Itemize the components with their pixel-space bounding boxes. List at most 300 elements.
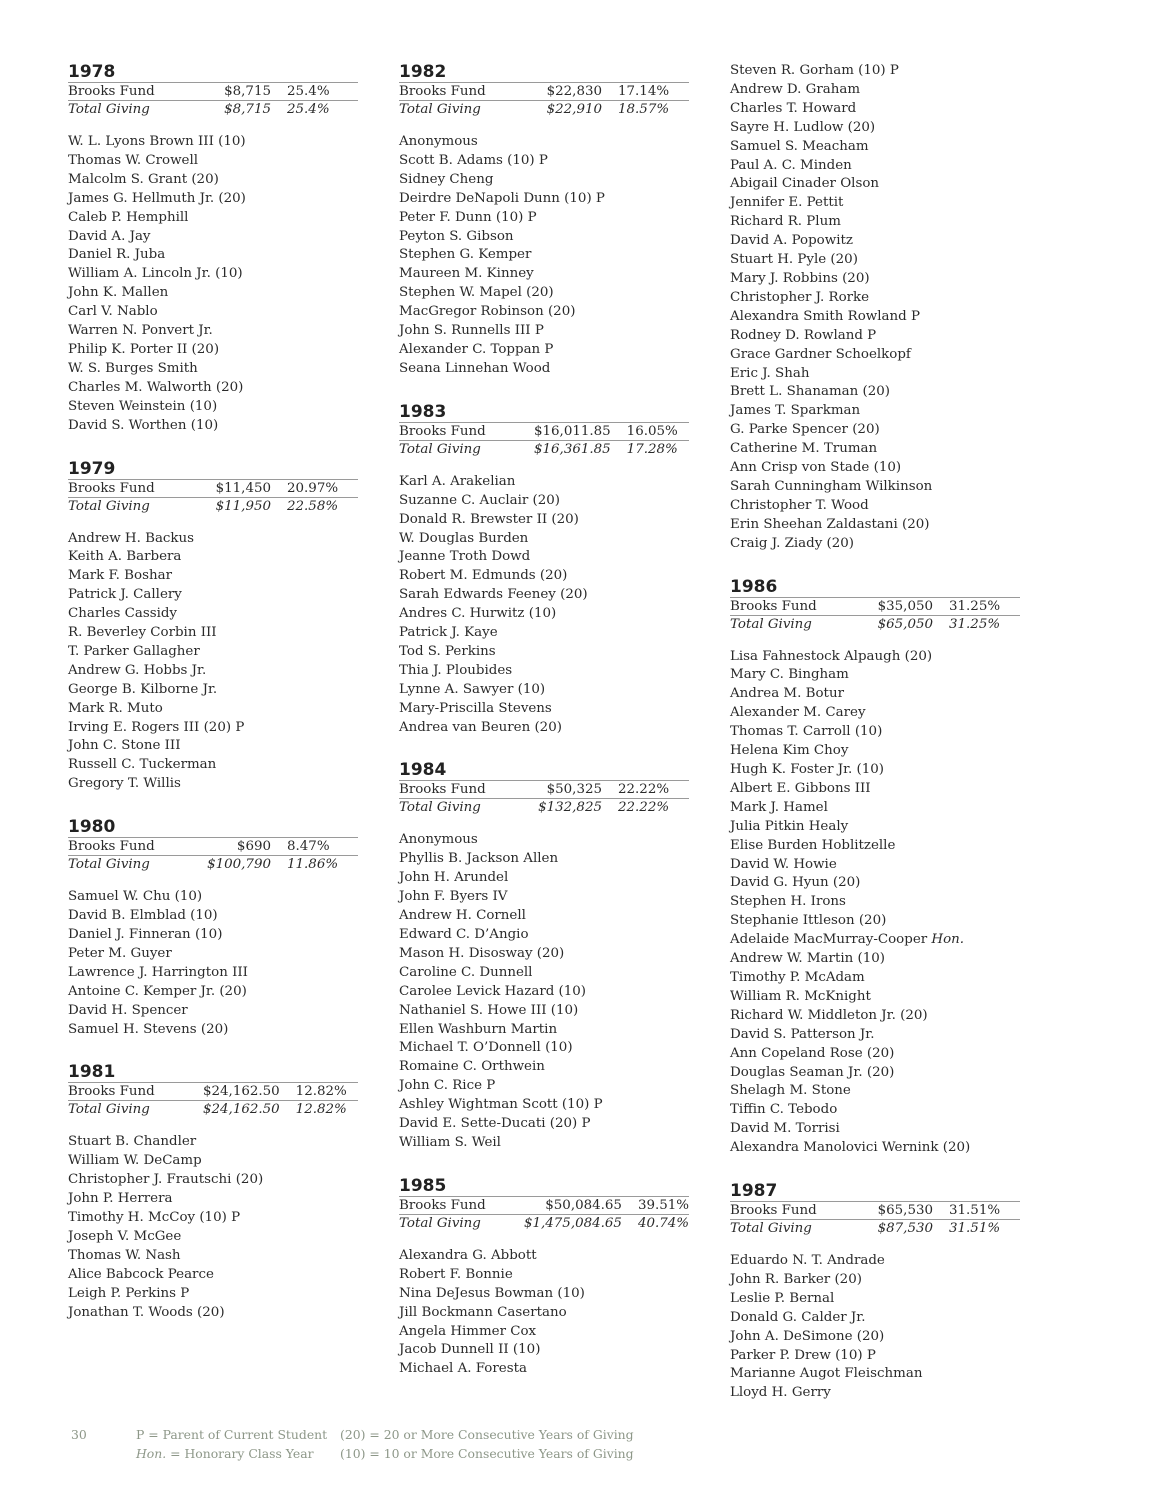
donor-name: Andrew W. Martin (10): [730, 951, 885, 967]
donor-name: Craig J. Ziady (20): [730, 535, 855, 551]
total-giving-label: Total Giving: [399, 101, 534, 119]
brooks-fund-label: Brooks Fund: [730, 1202, 865, 1220]
brooks-fund-row: [730, 1202, 1020, 1220]
total-giving-percent: 22.22%: [618, 799, 689, 817]
class-year-heading: 1982: [399, 62, 447, 82]
giving-summary-table: [68, 837, 358, 873]
donor-name: Patrick J. Callery: [68, 587, 182, 603]
brooks-fund-row: [399, 83, 689, 101]
giving-summary-table: [399, 1196, 689, 1232]
donor-name: G. Parke Spencer (20): [730, 422, 880, 438]
legend-honorary: [136, 1446, 314, 1461]
class-section-1983: [399, 402, 691, 738]
donor-name: Mary C. Bingham: [730, 667, 849, 683]
donor-name: Lisa Fahnestock Alpaugh (20): [730, 648, 933, 664]
donor-name: Anonymous: [399, 134, 478, 149]
brooks-fund-percent: 31.25%: [949, 597, 1020, 615]
donor-name: Douglas Seaman Jr. (20): [730, 1064, 895, 1080]
total-giving-row: [730, 615, 1020, 633]
section-gap: [399, 1153, 691, 1176]
donor-name: David A. Popowitz: [730, 233, 853, 249]
total-giving-percent: 18.57%: [618, 101, 689, 119]
donor-name: Patrick J. Kaye: [399, 625, 498, 641]
brooks-fund-amount: $11,450: [203, 479, 287, 497]
class-section-1985: [399, 1176, 691, 1379]
donor-name: David B. Elmblad (10): [68, 908, 218, 924]
class-year-heading: 1986: [730, 576, 778, 597]
total-giving-row: [399, 440, 689, 458]
brooks-fund-label: Brooks Fund: [68, 479, 203, 497]
donor-list-continued: [730, 62, 1022, 554]
donor-name: Leigh P. Perkins P: [68, 1285, 190, 1301]
total-giving-amount: $132,825: [534, 799, 618, 817]
donor-name: Maureen M. Kinney: [399, 266, 534, 282]
donor-name: Christopher T. Wood: [730, 497, 869, 513]
donor-name: Ann Copeland Rose (20): [730, 1045, 895, 1061]
donor-name: Samuel S. Meacham: [730, 138, 869, 154]
donor-name: William R. McKnight: [730, 988, 871, 1004]
brooks-fund-label: Brooks Fund: [730, 597, 865, 615]
giving-summary-table: [730, 597, 1020, 633]
donor-name: Robert F. Bonnie: [399, 1266, 513, 1282]
donor-name: W. L. Lyons Brown III (10): [68, 134, 246, 149]
total-giving-amount: $1,475,084.65: [524, 1214, 638, 1232]
section-gap: [399, 737, 691, 760]
donor-name: William S. Weil: [399, 1134, 501, 1150]
donor-name: Christopher J. Frautschi (20): [68, 1172, 264, 1188]
brooks-fund-percent: 22.22%: [618, 781, 689, 799]
donor-name: Gregory T. Willis: [68, 776, 181, 792]
total-giving-row: [399, 1214, 689, 1232]
donor-name: W. Douglas Burden: [399, 530, 529, 546]
brooks-fund-percent: 16.05%: [627, 422, 689, 440]
brooks-fund-amount: $50,084.65: [524, 1196, 638, 1214]
donor-name: W. S. Burges Smith: [68, 360, 198, 376]
donor-list: [68, 133, 360, 436]
total-giving-percent: 11.86%: [287, 856, 358, 874]
donor-name: Carl V. Nablo: [68, 304, 158, 320]
donor-list: [399, 473, 691, 738]
class-year-heading: 1980: [68, 817, 116, 838]
donor-name: Timothy P. McAdam: [730, 969, 865, 985]
class-section-1984: [399, 760, 691, 1152]
donor-name: Sarah Cunningham Wilkinson: [730, 478, 933, 494]
total-giving-row: [68, 497, 358, 515]
donor-name: John S. Runnells III P: [399, 323, 544, 339]
total-giving-amount: $22,910: [534, 101, 618, 119]
total-giving-label: Total Giving: [68, 856, 203, 874]
donor-name: Alexander M. Carey: [730, 705, 866, 721]
total-giving-label: Total Giving: [399, 1214, 524, 1232]
donor-name: Ellen Washburn Martin: [399, 1021, 558, 1037]
total-giving-row: [68, 1101, 358, 1119]
donor-name: Charles M. Walworth (20): [68, 379, 244, 395]
donor-name: David H. Spencer: [68, 1002, 188, 1018]
donor-name: Caleb P. Hemphill: [68, 209, 189, 225]
total-giving-amount: $24,162.50: [203, 1101, 296, 1119]
class-section-1987: [730, 1181, 1022, 1403]
donor-name: Thomas W. Nash: [68, 1247, 181, 1263]
donor-name: Lawrence J. Harrington III: [68, 964, 248, 980]
section-gap: [68, 436, 360, 459]
donor-name: David S. Worthen (10): [68, 417, 219, 433]
donor-name: Daniel J. Finneran (10): [68, 927, 223, 942]
total-giving-row: [68, 101, 358, 119]
column-2: [399, 62, 691, 1379]
donor-name: Shelagh M. Stone: [730, 1083, 851, 1099]
class-section-1982: [399, 62, 691, 379]
donor-name: Robert M. Edmunds (20): [399, 568, 568, 584]
brooks-fund-row: [68, 838, 358, 856]
donor-name: William W. DeCamp: [68, 1153, 202, 1169]
donor-name: Scott B. Adams (10) P: [399, 152, 548, 168]
donor-name: Lloyd H. Gerry: [730, 1385, 831, 1401]
page-number: 30: [71, 1427, 87, 1442]
donor-name: Suzanne C. Auclair (20): [399, 492, 561, 508]
brooks-fund-percent: 12.82%: [296, 1083, 358, 1101]
donor-name: Steven R. Gorham (10) P: [730, 63, 899, 78]
brooks-fund-percent: 39.51%: [637, 1197, 689, 1213]
donor-name: Alexandra Smith Rowland P: [730, 308, 920, 324]
class-section-1981: [68, 1062, 360, 1322]
giving-summary-table: [399, 422, 689, 458]
total-giving-percent: 31.25%: [949, 615, 1020, 633]
donor-name: Philip K. Porter II (20): [68, 341, 220, 357]
total-giving-row: [399, 101, 689, 119]
brooks-fund-label: Brooks Fund: [399, 781, 534, 799]
donor-name: Jacob Dunnell II (10): [399, 1342, 541, 1358]
brooks-fund-label: Brooks Fund: [399, 422, 534, 440]
donor-name: Jill Bockmann Casertano: [399, 1304, 567, 1320]
total-giving-label: Total Giving: [730, 615, 865, 633]
donor-name: Stephen H. Irons: [730, 894, 846, 910]
donor-name: Charles T. Howard: [730, 100, 857, 116]
donor-name: Christopher J. Rorke: [730, 289, 870, 305]
donor-name: Peyton S. Gibson: [399, 228, 514, 244]
donor-name: Seana Linnehan Wood: [399, 360, 551, 376]
brooks-fund-row: [68, 479, 358, 497]
donor-name: Ashley Wightman Scott (10) P: [399, 1097, 603, 1113]
donor-name: Hugh K. Foster Jr. (10): [730, 762, 885, 777]
section-gap: [68, 794, 360, 817]
donor-name: Andrew G. Hobbs Jr.: [68, 662, 207, 678]
brooks-fund-row: [730, 597, 1020, 615]
total-giving-label: Total Giving: [399, 799, 534, 817]
class-section-1979: [68, 459, 360, 795]
donor-name: Rodney D. Rowland P: [730, 327, 877, 343]
donor-name: Edward C. D’Angio: [399, 927, 529, 942]
donor-name: Russell C. Tuckerman: [68, 757, 217, 773]
donor-name: Ann Crisp von Stade (10): [730, 460, 902, 476]
donor-name: Julia Pitkin Healy: [730, 818, 849, 834]
legend-parent: P = Parent of Current Student: [136, 1427, 328, 1442]
brooks-fund-amount: $35,050: [865, 597, 949, 615]
donor-name: Eduardo N. T. Andrade: [730, 1253, 885, 1269]
honorary-mark: Hon.: [931, 932, 965, 948]
total-giving-percent: 17.28%: [627, 440, 689, 458]
donor-name: Catherine M. Truman: [730, 441, 878, 457]
brooks-fund-amount: $690: [203, 838, 287, 856]
donor-name: Warren N. Ponvert Jr.: [68, 323, 213, 339]
total-giving-amount: $8,715: [203, 101, 287, 119]
donor-name: Stephen W. Mapel (20): [399, 285, 554, 301]
donor-list: [399, 1247, 691, 1379]
donor-name: John H. Arundel: [399, 870, 509, 886]
total-giving-amount: $11,950: [203, 497, 287, 515]
donor-name: John K. Mallen: [68, 285, 169, 301]
legend-20-years: (20) = 20 or More Consecutive Years of Giving: [340, 1427, 634, 1442]
donor-name: Lynne A. Sawyer (10): [399, 681, 546, 697]
donor-name: Samuel H. Stevens (20): [68, 1021, 229, 1037]
class-section-continued: [730, 62, 1022, 554]
donor-name: David M. Torrisi: [730, 1121, 840, 1137]
donor-name: Parker P. Drew (10) P: [730, 1347, 876, 1363]
total-giving-label: Total Giving: [68, 1101, 203, 1119]
brooks-fund-row: [68, 1083, 358, 1101]
brooks-fund-label: Brooks Fund: [68, 838, 203, 856]
donor-name: Anonymous: [399, 832, 478, 848]
class-year-heading: 1981: [68, 1062, 116, 1083]
donor-name: Andrew H. Cornell: [399, 908, 526, 924]
donor-list: [68, 888, 360, 1039]
donor-name: Erin Sheehan Zaldastani (20): [730, 516, 930, 532]
brooks-fund-label: Brooks Fund: [399, 1196, 524, 1214]
class-year-heading: 1987: [730, 1181, 778, 1202]
donor-name: Irving E. Rogers III (20) P: [68, 719, 245, 735]
donor-name: Jonathan T. Woods (20): [68, 1304, 225, 1320]
section-gap: [730, 1158, 1022, 1181]
brooks-fund-percent: 20.97%: [287, 479, 358, 497]
column-3: [730, 62, 1022, 1403]
donor-name: Keith A. Barbera: [68, 549, 182, 565]
total-giving-row: [68, 856, 358, 874]
total-giving-label: Total Giving: [399, 440, 534, 458]
donor-name: James T. Sparkman: [730, 403, 861, 419]
brooks-fund-amount: $22,830: [534, 83, 618, 101]
total-giving-percent: 40.74%: [637, 1215, 689, 1231]
giving-summary-table: [399, 82, 689, 118]
section-gap: [68, 1039, 360, 1062]
brooks-fund-percent: 8.47%: [287, 838, 358, 856]
donor-name: John P. Herrera: [68, 1191, 173, 1207]
class-year-heading: 1983: [399, 401, 447, 422]
donor-name: Alexandra Manolovici Wernink (20): [730, 1140, 971, 1156]
brooks-fund-percent: 31.51%: [949, 1202, 1020, 1220]
total-giving-amount: $65,050: [865, 615, 949, 633]
donor-name: Brett L. Shanaman (20): [730, 384, 891, 400]
donor-name: Romaine C. Orthwein: [399, 1059, 545, 1075]
donor-name: Nina DeJesus Bowman (10): [399, 1285, 585, 1301]
donor-name: Tod S. Perkins: [399, 643, 496, 659]
total-giving-amount: $16,361.85: [534, 440, 627, 458]
donor-name: Alice Babcock Pearce: [68, 1266, 214, 1282]
legend-hon-abbr: Hon.: [136, 1446, 167, 1461]
donor-name: Jennifer E. Pettit: [730, 195, 844, 211]
brooks-fund-row: [68, 83, 358, 101]
donor-name: R. Beverley Corbin III: [68, 625, 217, 641]
total-giving-percent: 12.82%: [296, 1101, 358, 1119]
donor-name: Richard R. Plum: [730, 214, 841, 230]
donor-name: Timothy H. McCoy (10) P: [68, 1210, 241, 1226]
total-giving-amount: $87,530: [865, 1220, 949, 1238]
brooks-fund-row: [399, 1196, 689, 1214]
donor-name: Sayre H. Ludlow (20): [730, 119, 876, 135]
donor-list: [68, 530, 360, 795]
donor-name: Karl A. Arakelian: [399, 473, 516, 489]
page-footer: [0, 1427, 1156, 1467]
donor-list: [68, 1133, 360, 1322]
donor-name: Michael T. O’Donnell (10): [399, 1040, 573, 1056]
donor-name: Stuart B. Chandler: [68, 1134, 197, 1150]
brooks-fund-amount: $8,715: [203, 83, 287, 101]
class-section-1980: [68, 817, 360, 1039]
donor-name: John C. Rice P: [399, 1078, 496, 1094]
donor-name: David E. Sette-Ducati (20) P: [399, 1116, 591, 1132]
total-giving-percent: 31.51%: [949, 1220, 1020, 1238]
brooks-fund-row: [399, 781, 689, 799]
donor-list: [399, 831, 691, 1152]
donor-name: Donald G. Calder Jr.: [730, 1309, 866, 1325]
class-year-heading: 1985: [399, 1175, 447, 1196]
donor-name: Angela Himmer Cox: [399, 1323, 537, 1339]
donor-name: Tiffin C. Tebodo: [730, 1102, 838, 1118]
class-year-heading: 1979: [68, 458, 116, 479]
donor-name: Steven Weinstein (10): [68, 398, 218, 414]
donor-name: George B. Kilborne Jr.: [68, 681, 218, 697]
brooks-fund-amount: $24,162.50: [203, 1083, 296, 1101]
donor-name: Peter F. Dunn (10) P: [399, 209, 537, 225]
donor-name: Richard W. Middleton Jr. (20): [730, 1007, 928, 1023]
giving-summary-table: [399, 780, 689, 816]
total-giving-amount: $100,790: [203, 856, 287, 874]
section-gap: [399, 379, 691, 402]
donor-name: Paul A. C. Minden: [730, 157, 852, 173]
total-giving-row: [730, 1220, 1020, 1238]
donor-name: Deirdre DeNapoli Dunn (10) P: [399, 190, 605, 206]
donor-list: [399, 133, 691, 379]
donor-name: Donald R. Brewster II (20): [399, 511, 579, 527]
donor-name: Abigail Cinader Olson: [730, 176, 880, 192]
donor-name: Mary-Priscilla Stevens: [399, 700, 552, 716]
donor-name: Elise Burden Hoblitzelle: [730, 837, 896, 853]
donor-name: [730, 931, 1022, 950]
donor-name: Mark F. Boshar: [68, 568, 172, 584]
donor-name: John A. DeSimone (20): [730, 1328, 885, 1344]
donor-name: Nathaniel S. Howe III (10): [399, 1002, 579, 1018]
giving-summary-table: [68, 479, 358, 515]
brooks-fund-amount: $16,011.85: [534, 422, 627, 440]
donor-name: Thomas W. Crowell: [68, 152, 199, 168]
donor-name: Eric J. Shah: [730, 365, 810, 381]
donor-name: Joseph V. McGee: [68, 1228, 182, 1244]
total-giving-percent: 22.58%: [287, 497, 358, 515]
donor-name: Andrea M. Botur: [730, 686, 844, 702]
donor-name: Grace Gardner Schoelkopf: [730, 346, 911, 362]
legend-10-years: (10) = 10 or More Consecutive Years of Giving: [340, 1446, 634, 1461]
donor-name: T. Parker Gallagher: [68, 643, 200, 659]
donor-name: MacGregor Robinson (20): [399, 304, 576, 320]
donor-name: Thia J. Ploubides: [399, 662, 513, 678]
donor-name-text: Adelaide MacMurray-Cooper: [730, 932, 932, 948]
donor-name: Phyllis B. Jackson Allen: [399, 851, 559, 867]
donor-name: Peter M. Guyer: [68, 945, 172, 961]
column-1: [68, 62, 360, 1323]
class-year-heading: 1978: [68, 62, 116, 82]
donor-name: Andres C. Hurwitz (10): [399, 606, 557, 622]
donor-name: Albert E. Gibbons III: [730, 780, 871, 796]
class-section-1978: [68, 62, 360, 436]
donor-name: Sarah Edwards Feeney (20): [399, 587, 588, 603]
donor-name: John F. Byers IV: [399, 889, 508, 905]
donor-name: Andrea van Beuren (20): [399, 719, 562, 735]
donor-name: Daniel R. Juba: [68, 247, 166, 263]
total-giving-label: Total Giving: [68, 101, 203, 119]
donor-name: Charles Cassidy: [68, 606, 177, 622]
brooks-fund-row: [399, 422, 689, 440]
donor-name: Andrew H. Backus: [68, 530, 195, 546]
total-giving-label: Total Giving: [730, 1220, 865, 1238]
section-gap: [730, 554, 1022, 577]
donor-name: David W. Howie: [730, 856, 837, 872]
donor-name: Mark J. Hamel: [730, 799, 828, 815]
donor-name: John C. Stone III: [68, 738, 181, 754]
donor-name: Mary J. Robbins (20): [730, 270, 870, 286]
donor-name: Sidney Cheng: [399, 171, 494, 187]
donor-name: David G. Hyun (20): [730, 875, 861, 891]
class-year-heading: 1984: [399, 760, 447, 781]
donor-name: Alexandra G. Abbott: [399, 1247, 537, 1263]
donor-name: Leslie P. Bernal: [730, 1290, 835, 1306]
brooks-fund-amount: $65,530: [865, 1202, 949, 1220]
donor-name: Mark R. Muto: [68, 700, 163, 716]
brooks-fund-amount: $50,325: [534, 781, 618, 799]
donor-name: Stephen G. Kemper: [399, 247, 532, 263]
donor-name: Alexander C. Toppan P: [399, 341, 554, 357]
donor-name: John R. Barker (20): [730, 1271, 862, 1287]
class-section-1986: [730, 577, 1022, 1158]
brooks-fund-label: Brooks Fund: [399, 83, 534, 101]
brooks-fund-percent: 17.14%: [618, 83, 689, 101]
donor-name: Marianne Augot Fleischman: [730, 1366, 923, 1382]
donor-name: Stephanie Ittleson (20): [730, 913, 887, 929]
donor-name: James G. Hellmuth Jr. (20): [68, 190, 246, 206]
donor-name: David A. Jay: [68, 228, 151, 244]
donor-name: Malcolm S. Grant (20): [68, 171, 219, 187]
donor-name: Helena Kim Choy: [730, 743, 849, 759]
donor-name: Antoine C. Kemper Jr. (20): [68, 983, 247, 999]
total-giving-label: Total Giving: [68, 497, 203, 515]
legend-hon-text: = Honorary Class Year: [166, 1446, 314, 1461]
giving-summary-table: [68, 82, 358, 118]
donor-name: Samuel W. Chu (10): [68, 889, 203, 905]
donor-name: David S. Patterson Jr.: [730, 1026, 875, 1042]
donor-name: Caroline C. Dunnell: [399, 964, 533, 980]
brooks-fund-label: Brooks Fund: [68, 83, 203, 101]
donor-name: William A. Lincoln Jr. (10): [68, 266, 243, 282]
giving-summary-table: [68, 1082, 358, 1118]
donor-list: [730, 648, 1022, 1158]
donor-list: [730, 1252, 1022, 1403]
total-giving-percent: 25.4%: [287, 101, 358, 119]
donor-name: Michael A. Foresta: [399, 1361, 527, 1377]
giving-summary-table: [730, 1201, 1020, 1237]
donor-name: Thomas T. Carroll (10): [730, 724, 883, 740]
total-giving-row: [399, 799, 689, 817]
donor-name: Jeanne Troth Dowd: [399, 549, 531, 565]
brooks-fund-label: Brooks Fund: [68, 1083, 203, 1101]
donor-name: Mason H. Disosway (20): [399, 945, 565, 961]
donor-name: Carolee Levick Hazard (10): [399, 983, 587, 999]
